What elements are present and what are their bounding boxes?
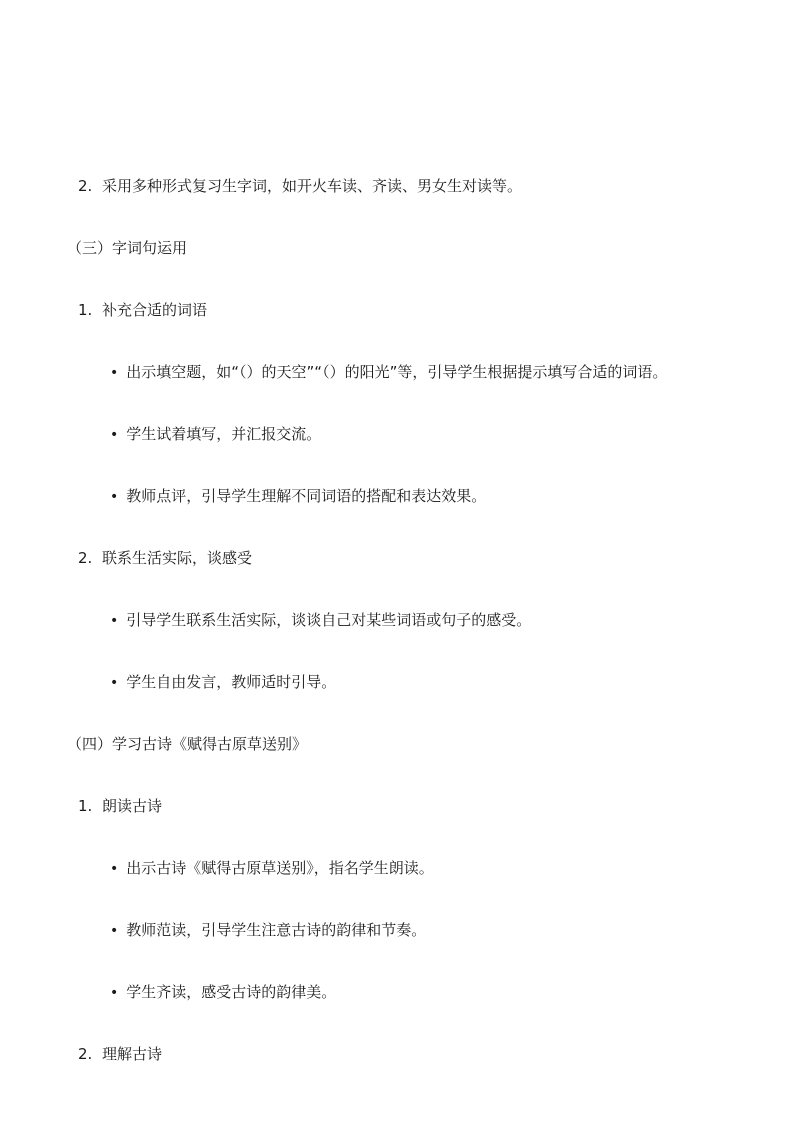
bullet-text: 出示古诗《赋得古原草送别》，指名学生朗读。 (126, 859, 434, 877)
bullet-icon: • (110, 985, 119, 1001)
bullet-icon: • (110, 675, 119, 691)
item-number: 2. (78, 177, 93, 195)
item-number: 2. (78, 1045, 93, 1063)
bullet-icon: • (110, 489, 119, 505)
item-text: 联系生活实际，谈感受 (102, 549, 253, 567)
section-heading (67, 238, 187, 258)
numbered-item (78, 300, 207, 320)
bullet-text: 学生试着填写，并汇报交流。 (126, 425, 322, 443)
section-title: （三）字词句运用 (67, 239, 188, 257)
item-text: 采用多种形式复习生字词，如开火车读、齐读、男女生对读等。 (102, 177, 523, 195)
bullet-text: 教师范读，引导学生注意古诗的韵律和节奏。 (126, 921, 427, 939)
bullet-icon: • (110, 365, 119, 381)
item-number: 1. (78, 301, 93, 319)
bullet-item (110, 362, 667, 383)
bullet-item (110, 672, 336, 693)
bullet-text: 学生自由发言，教师适时引导。 (126, 673, 337, 691)
bullet-item (110, 982, 336, 1003)
item-number: 1. (78, 797, 93, 815)
bullet-text: 教师点评，引导学生理解不同词语的搭配和表达效果。 (126, 487, 487, 505)
item-text: 补充合适的词语 (102, 301, 208, 319)
bullet-icon: • (110, 427, 119, 443)
bullet-item (110, 920, 426, 941)
bullet-text: 出示填空题，如“（）的天空”“（）的阳光”等，引导学生根据提示填写合适的词语。 (126, 363, 668, 381)
item-text: 朗读古诗 (102, 797, 163, 815)
numbered-item (78, 796, 162, 816)
bullet-item (110, 610, 531, 631)
bullet-item (110, 486, 486, 507)
bullet-icon: • (110, 613, 119, 629)
bullet-item (110, 858, 434, 879)
section-heading (67, 734, 307, 754)
bullet-text: 引导学生联系生活实际，谈谈自己对某些词语或句子的感受。 (126, 611, 532, 629)
bullet-item (110, 424, 321, 445)
numbered-item (78, 1044, 162, 1064)
bullet-icon: • (110, 923, 119, 939)
item-number: 2. (78, 549, 93, 567)
numbered-item (78, 176, 522, 196)
bullet-text: 学生齐读，感受古诗的韵律美。 (126, 983, 337, 1001)
bullet-icon: • (110, 861, 119, 877)
section-title: （四）学习古诗《赋得古原草送别》 (67, 735, 308, 753)
item-text: 理解古诗 (102, 1045, 163, 1063)
numbered-item (78, 548, 252, 568)
